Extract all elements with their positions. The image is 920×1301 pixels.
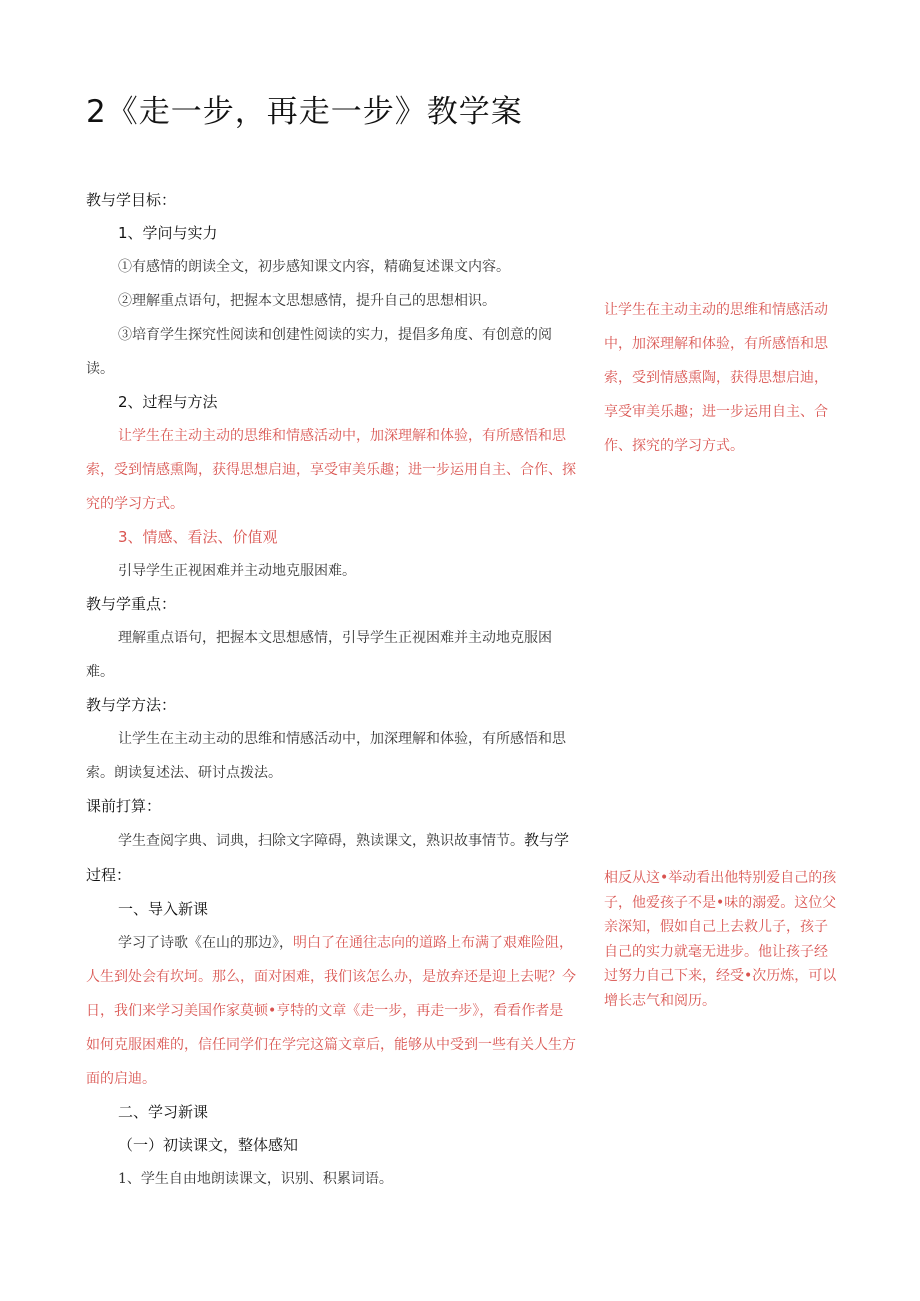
section2-heading: 二、学习新课 xyxy=(118,1103,209,1121)
goal1-item: ②理解重点语句，把握本文思想感情，提升自己的思想相识。 xyxy=(118,293,496,309)
margin-note-1: 让学生在主动主动的思维和情感活动中，加深理解和体验，有所感悟和思索，受到情感熏陶，获得思想启迪，享受审美乐趣；进一步运用自主、合作、探究的学习方式。 xyxy=(604,302,828,454)
prep-heading: 课前打算： xyxy=(86,797,162,815)
sub1-heading: （一）初读课文，整体感知 xyxy=(118,1136,299,1154)
goals-heading: 教与学目标： xyxy=(86,191,177,209)
goal1-item: ③培育学生探究性阅读和创建性阅读的实力，提倡多角度、有创意的阅读。 xyxy=(86,327,552,377)
intro-text: 学习了诗歌《在山的那边》， xyxy=(118,935,293,951)
lesson-plan-body xyxy=(86,184,576,1196)
goal1-item: ①有感情的朗读全文，初步感知课文内容，精确复述课文内容。 xyxy=(118,259,510,275)
intro-annotated-text: 明白了在通往志向的道路上布满了艰难险阻，人生到处会有坎坷。那么，面对困难，我们该怎么办，是放弃还是迎上去呢？今日，我们来学习美国作家莫顿•亨特的文章《走一步，再走一步》，看看作者是如何克服困难的，信任同学们在学完这篇文章后，能够从中受到一些有关人生方面的启迪。 xyxy=(86,935,576,1087)
method-text: 让学生在主动主动的思维和情感活动中，加深理解和体验，有所感悟和思索。朗读复述法、研讨点拨法。 xyxy=(86,731,566,781)
sub1-item: 1、学生自由地朗读课文，识别、积累词语。 xyxy=(118,1171,393,1187)
key-heading: 教与学重点： xyxy=(86,595,177,613)
goal3-heading: 3、情感、看法、价值观 xyxy=(118,528,278,546)
method-heading: 教与学方法： xyxy=(86,696,177,714)
goal2-heading: 2、过程与方法 xyxy=(118,393,218,411)
margin-note-2: 相反从这•举动看出他特别爱自己的孩子，他爱孩子不是•味的溺爱。这位父亲深知，假如自己上去救儿子，孩子自己的实力就毫无进步。他让孩子经过努力自己下来，经受•次历炼，可以增长志气和阅历。 xyxy=(604,870,837,1009)
key-text: 理解重点语句，把握本文思想感情，引导学生正视困难并主动地克服困难。 xyxy=(86,630,552,680)
prep-paragraph xyxy=(86,823,576,893)
goal3-text: 引导学生正视困难并主动地克服困难。 xyxy=(118,563,356,579)
prep-text: 学生查阅字典、词典，扫除文字障碍，熟读课文，熟识故事情节。 xyxy=(118,833,524,849)
goal1-heading: 1、学问与实力 xyxy=(118,224,218,242)
section1-heading: 一、导入新课 xyxy=(118,900,209,918)
goal2-text: 让学生在主动主动的思维和情感活动中，加深理解和体验，有所感悟和思索，受到情感熏陶，获得思想启迪，享受审美乐趣；进一步运用自主、合作、探究的学习方式。 xyxy=(86,428,576,512)
intro-paragraph xyxy=(86,926,576,1096)
page-title: 2《走一步，再走一步》教学案 xyxy=(86,94,523,130)
process-heading: 教与学过程： xyxy=(86,831,570,884)
